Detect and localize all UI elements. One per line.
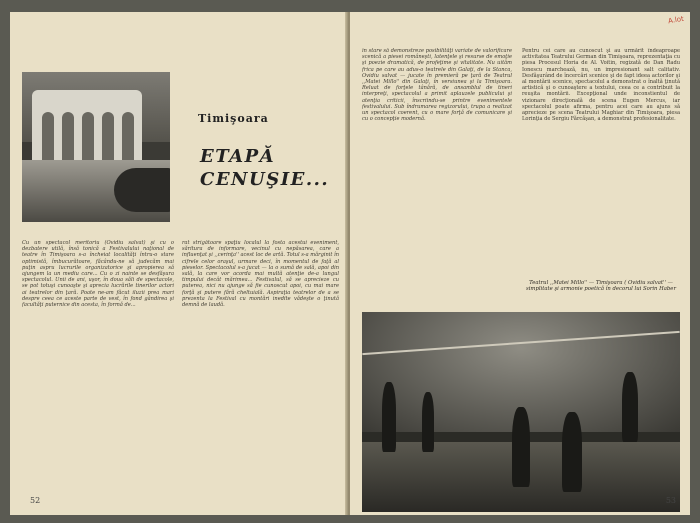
right-column-2: Pentru cei care au cunoscut şi au urmărit îndeaproape activitatea Teatrului German din Timişoara, reprezentaţia cu piesa Procesul Horia de Al. Voitin, regizată de Dan Radu Ionescu marchează, nu, un impresionant salt calitativ. Desfăşurând de încercări scenice şi de fapt ideea actorilor şi al montării scenice, spectacolul a demonstrat o înaltă ţinută artistică şi o cunoaştere a textului, ceea ce a contribuit la reuşita montării. Excepţional unde inconstientul de vizionare direcţională de scena Eugen Mercus, iar spectacolul poate afirma, pentru acei care au ajuns să aprecieze pe scena Teatrului Maghiar din Timişoara, piesa Lorinţia de Sergiu Fărcăşan, a demonstrat profesionalitate. bbox=[522, 48, 680, 123]
article-title: ETAPĂ CENUŞIE... bbox=[200, 146, 330, 191]
page-number-right: 53 bbox=[665, 496, 676, 505]
building-photo bbox=[22, 72, 170, 222]
left-column-1: Cu un spectacol meritoriu (Ovidiu salvat) şi cu o dezbatere utilă, însă tonică a Festivalului naţional de teatre în Timişoara s-a încheiat localităţi întru-o stare optimistă, îmbucurătoare, făcându-ne să judecăm mai puţin aspru lucrurile organizatorice şi apropierea să ajungem la un mediu care... Cu o zi nainte se desfăşura spectacolul. Unii de ani, uşor, în doua săli de spectacole, se pot totuşi cunoaşte şi aprecia lucrările tinerilor actori ai teatrelor din ţară. Poate ne-am făcut iluzii prea mari despre ceea ce aceste parte de vest, în fond gândirea şi facultăţi puternice din acesta, în formă de... bbox=[22, 240, 174, 309]
left-column-2: rat strigătoare spaţiu localul la fosta acestui eveniment, săritura de informare, vecinul cu nepăsarea, care a influenţat şi ,,cerinţa'' acest loc de artă. Totul s-a mărginit în cifrele celor oraşul, urmare deci, în momentul de faţă al pieselor. Spectacolul s-a jucat — la o sumă de sală, apoi din sală, la care vor acorda mai multă atenţie de-a lungul timpului decât mărimea... Festivalul, să se aprecieze cu puterea, nici nu ajunge să fie cunoscut apoi, cu mai mare forţă şi putere fără cheltuială. Aspiraţia teatrelor de a se prezenta la Festival cu montări inedite vădeşte o ţinută demnă de laudă. bbox=[182, 240, 339, 309]
photo-caption: Teatrul ,,Matei Millo'' — Timişoara ( Ovidiu salvat'' — simplitate şi armonie poetică în decorul lui Sorin Haber bbox=[526, 280, 676, 293]
article-city: Timişoara bbox=[198, 112, 269, 125]
right-column-1: în stare să demonstreze posibilităţi variate de valorificare scenică a piesei româneşti, latenţele şi resurse de emoţie şi poezie dramatică, de profeţime şi vitalitate. Nu uităm frica pe care au adus-o teatrele din Galaţi, de la Stanca, Ovidiu salvat — jucate în premieră pe ţară de Teatrul ,,Matei Millo'' din Galaţi, în versiunea şi la Timişoara. Reluat de forţele tânără, de ansamblul de tineri interpreţi, spectacolul a primit aplauzele publicului şi atenţia criticii, înscriindu-se printre evenimentele festivalului. Sub îndrumarea regizorului, trupa a realizat un spectacol coerent, cu o mare forţă de comunicare şi cu o concepţie modernă. bbox=[362, 48, 512, 123]
right-page bbox=[350, 12, 690, 515]
handwritten-annotation: A.lot bbox=[667, 14, 685, 26]
stage-photo bbox=[362, 312, 680, 512]
left-page bbox=[10, 12, 348, 515]
page-number-left: 52 bbox=[30, 496, 41, 505]
